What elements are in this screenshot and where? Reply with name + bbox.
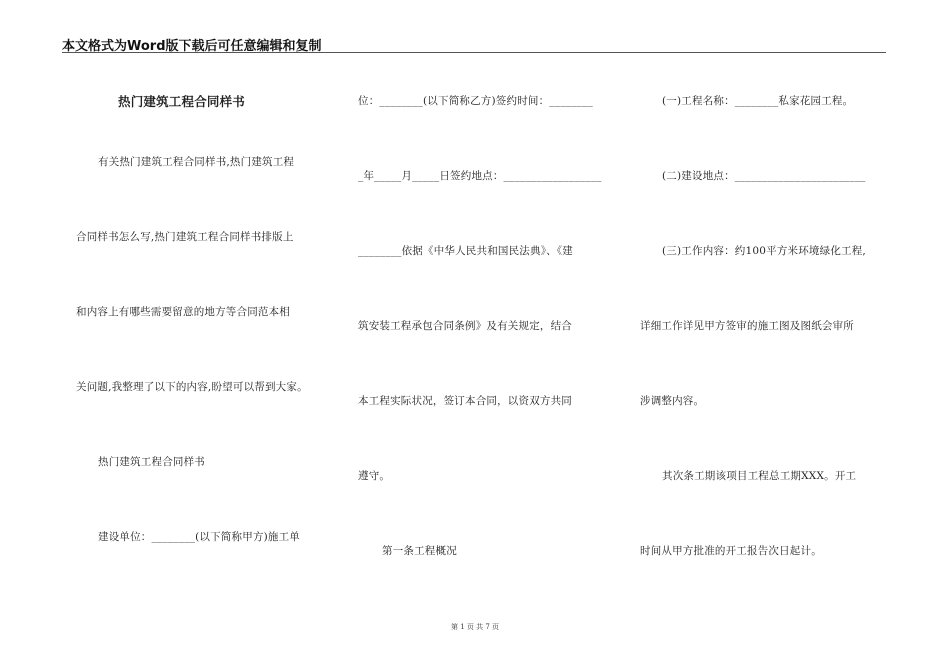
paragraph-line: 本工程实际状况，签订本合同，以资双方共同 bbox=[358, 395, 572, 407]
paragraph-line: (一)工程名称：________私家花园工程。 bbox=[662, 95, 854, 107]
paragraph-line: 合同样书怎么写,热门建筑工程合同样书排版上 bbox=[76, 231, 294, 243]
paragraph-line: (二)建设地点：________________________ bbox=[662, 170, 866, 182]
paragraph-line: 详细工作详见甲方签审的施工图及图纸会审所 bbox=[640, 320, 854, 332]
column-2 bbox=[358, 0, 608, 620]
page-number: 第 1 页 共 7 页 bbox=[450, 623, 500, 631]
paragraph-line: 和内容上有哪些需要留意的地方等合同范本相 bbox=[76, 306, 290, 318]
paragraph-line: (三)工作内容：约100平方米环境绿化工程, bbox=[662, 245, 866, 257]
paragraph-line: 有关热门建筑工程合同样书,热门建筑工程 bbox=[98, 156, 295, 168]
section-heading: 第一条工程概况 bbox=[382, 545, 457, 557]
paragraph-line: 关问题,我整理了以下的内容,盼望可以帮到大家。 bbox=[76, 381, 308, 393]
paragraph-line: 建设单位：________(以下简称甲方)施工单 bbox=[98, 531, 300, 543]
column-3 bbox=[640, 0, 895, 620]
paragraph-line: ________依据《中华人民共和国民法典》、《建 bbox=[358, 245, 573, 257]
paragraph-line: 其次条工期该项目工程总工期XXX。开工 bbox=[662, 470, 857, 482]
paragraph-line: 遵守。 bbox=[358, 470, 391, 482]
header-title: 本文格式为Word版下载后可任意编辑和复制 bbox=[62, 39, 322, 54]
section-heading: 热门建筑工程合同样书 bbox=[98, 456, 205, 468]
paragraph-line: 涉调整内容。 bbox=[640, 395, 705, 407]
paragraph-line: _年_____月_____日签约地点：__________________ bbox=[358, 170, 602, 182]
column-1 bbox=[76, 0, 334, 620]
paragraph-line: 筑安装工程承包合同条例》及有关规定，结合 bbox=[358, 320, 572, 332]
paragraph-line: 时间从甲方批准的开工报告次日起计。 bbox=[640, 545, 822, 557]
document-title: 热门建筑工程合同样书 bbox=[118, 94, 246, 109]
paragraph-line: 位：________(以下简称乙方)签约时间：________ bbox=[358, 95, 593, 107]
